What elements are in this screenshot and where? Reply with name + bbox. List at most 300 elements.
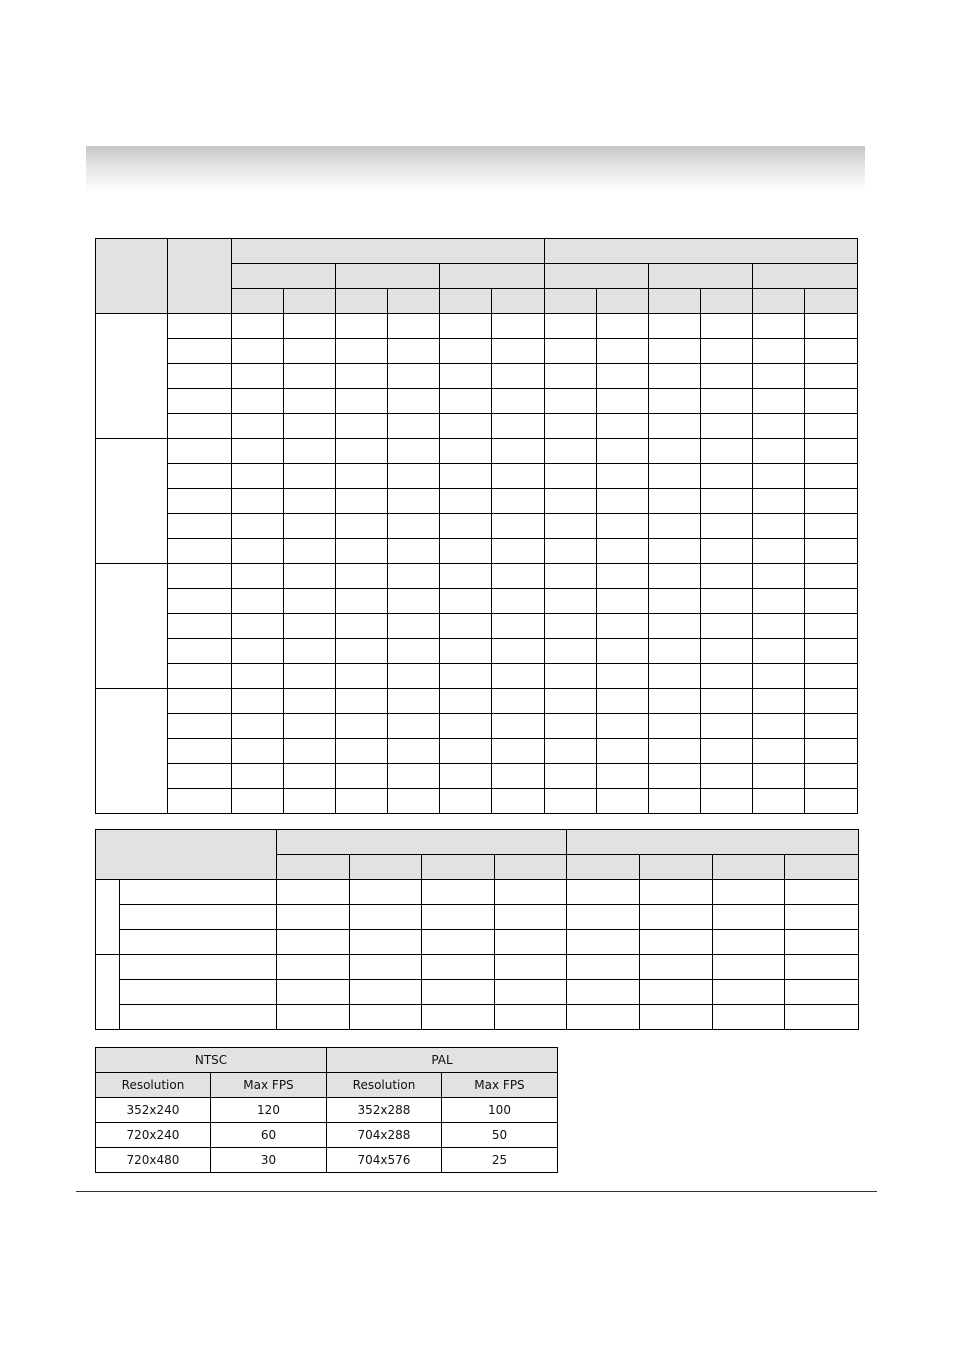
table-cell <box>336 664 388 689</box>
header-cell <box>597 289 649 314</box>
table-cell <box>649 314 701 339</box>
table-cell <box>701 414 753 439</box>
table-cell <box>388 639 440 664</box>
table-cell <box>492 414 545 439</box>
table-cell <box>649 614 701 639</box>
table-cell <box>120 905 277 930</box>
table-cell <box>713 930 785 955</box>
table-cell <box>597 739 649 764</box>
table-row <box>96 639 858 664</box>
table-cell <box>388 364 440 389</box>
table-cell <box>422 930 495 955</box>
group-cell <box>96 314 168 439</box>
table-cell <box>545 539 597 564</box>
table-cell <box>640 905 713 930</box>
header-cell <box>422 855 495 880</box>
table-cell <box>492 639 545 664</box>
pal-resolution-header: Resolution <box>327 1073 442 1098</box>
header-cell <box>785 855 859 880</box>
table-cell <box>168 414 232 439</box>
table-cell <box>545 589 597 614</box>
table-cell <box>388 539 440 564</box>
table-cell <box>277 905 350 930</box>
table-cell <box>388 714 440 739</box>
table-row <box>96 789 858 814</box>
table-row <box>96 489 858 514</box>
table-cell <box>701 764 753 789</box>
table-cell <box>701 539 753 564</box>
header-cell <box>96 239 168 314</box>
header-cell <box>350 855 422 880</box>
group-cell <box>96 564 168 689</box>
table-cell <box>232 364 284 389</box>
pal-resolution-cell: 704x576 <box>327 1148 442 1173</box>
table-cell <box>753 364 805 389</box>
table-cell <box>805 589 858 614</box>
table-cell <box>597 464 649 489</box>
table-cell <box>649 789 701 814</box>
table-cell <box>649 414 701 439</box>
header-cell <box>336 264 440 289</box>
header-cell <box>232 264 336 289</box>
table-cell <box>284 739 336 764</box>
header-cell <box>495 855 567 880</box>
table-cell <box>232 764 284 789</box>
table-cell <box>168 364 232 389</box>
table-cell <box>284 789 336 814</box>
table-cell <box>597 589 649 614</box>
table-cell <box>232 439 284 464</box>
pal-max-fps-header: Max FPS <box>442 1073 558 1098</box>
table-cell <box>277 955 350 980</box>
table-cell <box>168 614 232 639</box>
table-cell <box>492 664 545 689</box>
table-cell <box>284 764 336 789</box>
table-cell <box>422 880 495 905</box>
table-cell <box>597 564 649 589</box>
table-row <box>96 364 858 389</box>
table-cell <box>805 489 858 514</box>
table-cell <box>120 980 277 1005</box>
table-cell <box>284 464 336 489</box>
table-cell <box>545 389 597 414</box>
table-cell <box>753 314 805 339</box>
table-cell <box>284 339 336 364</box>
group-cell <box>96 689 168 814</box>
table-cell <box>492 614 545 639</box>
table-row <box>96 1148 558 1173</box>
table-cell <box>545 564 597 589</box>
table-cell <box>805 414 858 439</box>
table-cell <box>753 489 805 514</box>
table-cell <box>440 589 492 614</box>
table-cell <box>168 439 232 464</box>
table-cell <box>701 614 753 639</box>
group-cell <box>96 439 168 564</box>
table-cell <box>649 739 701 764</box>
table-cell <box>284 314 336 339</box>
table-cell <box>785 980 859 1005</box>
table-cell <box>388 689 440 714</box>
table-cell <box>545 414 597 439</box>
table-cell <box>336 414 388 439</box>
table-cell <box>232 789 284 814</box>
table-cell <box>701 689 753 714</box>
header-cell <box>232 239 545 264</box>
table-cell <box>168 514 232 539</box>
group-cell <box>96 955 120 1030</box>
table-cell <box>350 930 422 955</box>
table-cell <box>701 589 753 614</box>
settings-grid-table <box>95 829 859 1030</box>
table-cell <box>597 489 649 514</box>
ntsc-resolution-cell: 720x240 <box>96 1123 211 1148</box>
pal-fps-cell: 25 <box>442 1148 558 1173</box>
table-cell <box>440 439 492 464</box>
table-cell <box>284 639 336 664</box>
table-cell <box>492 439 545 464</box>
table-row <box>96 339 858 364</box>
table-cell <box>567 905 640 930</box>
table-cell <box>649 439 701 464</box>
table-cell <box>422 1005 495 1030</box>
table-cell <box>284 689 336 714</box>
table-cell <box>232 664 284 689</box>
footer-divider <box>76 1191 877 1192</box>
table-cell <box>649 639 701 664</box>
table-cell <box>713 1005 785 1030</box>
table-cell <box>701 389 753 414</box>
table-cell <box>649 489 701 514</box>
table-row <box>96 1005 859 1030</box>
table-cell <box>336 764 388 789</box>
table-cell <box>336 539 388 564</box>
table-cell <box>545 314 597 339</box>
table-cell <box>545 364 597 389</box>
table-row <box>96 880 859 905</box>
table-cell <box>597 664 649 689</box>
table-cell <box>440 364 492 389</box>
table-cell <box>649 514 701 539</box>
table-cell <box>805 389 858 414</box>
table-cell <box>597 514 649 539</box>
table-row <box>96 980 859 1005</box>
table-cell <box>753 589 805 614</box>
table-cell <box>336 314 388 339</box>
recording-grid-table <box>95 238 858 814</box>
table-cell <box>120 1005 277 1030</box>
table-cell <box>785 955 859 980</box>
table-cell <box>336 439 388 464</box>
table-cell <box>492 589 545 614</box>
section-header-band <box>86 146 865 192</box>
table-cell <box>701 439 753 464</box>
table-cell <box>753 789 805 814</box>
table-cell <box>805 789 858 814</box>
table-cell <box>168 664 232 689</box>
table-cell <box>440 714 492 739</box>
table-cell <box>649 589 701 614</box>
table-cell <box>277 930 350 955</box>
table-cell <box>120 930 277 955</box>
ntsc-resolution-cell: 720x480 <box>96 1148 211 1173</box>
ntsc-resolution-cell: 352x240 <box>96 1098 211 1123</box>
table-cell <box>701 464 753 489</box>
header-cell <box>567 830 859 855</box>
table-cell <box>168 489 232 514</box>
table-cell <box>545 339 597 364</box>
table-cell <box>753 614 805 639</box>
table-cell <box>232 639 284 664</box>
header-cell <box>284 289 336 314</box>
table-cell <box>440 339 492 364</box>
table-cell <box>277 1005 350 1030</box>
header-cell <box>805 289 858 314</box>
table-cell <box>753 689 805 714</box>
table-cell <box>440 639 492 664</box>
table-cell <box>753 514 805 539</box>
table-cell <box>388 514 440 539</box>
table-cell <box>440 664 492 689</box>
header-cell <box>492 289 545 314</box>
header-cell <box>388 289 440 314</box>
table-cell <box>168 314 232 339</box>
table-cell <box>336 789 388 814</box>
table-cell <box>640 1005 713 1030</box>
table-cell <box>753 739 805 764</box>
table-cell <box>492 489 545 514</box>
table-cell <box>545 764 597 789</box>
group-cell <box>96 880 120 955</box>
header-cell <box>567 855 640 880</box>
table-cell <box>805 564 858 589</box>
table-cell <box>232 739 284 764</box>
header-cell <box>753 289 805 314</box>
pal-fps-cell: 100 <box>442 1098 558 1123</box>
table-cell <box>440 389 492 414</box>
table-cell <box>713 880 785 905</box>
table-cell <box>545 739 597 764</box>
table-cell <box>597 314 649 339</box>
table-cell <box>277 880 350 905</box>
header-cell <box>277 830 567 855</box>
table-cell <box>649 564 701 589</box>
table-cell <box>753 464 805 489</box>
table-cell <box>168 564 232 589</box>
table-cell <box>336 589 388 614</box>
table-cell <box>753 414 805 439</box>
table-cell <box>649 389 701 414</box>
table-cell <box>440 564 492 589</box>
table-cell <box>492 714 545 739</box>
table-cell <box>232 714 284 739</box>
header-cell <box>640 855 713 880</box>
table-cell <box>597 689 649 714</box>
table-cell <box>284 714 336 739</box>
header-cell <box>649 289 701 314</box>
table-cell <box>168 764 232 789</box>
table-cell <box>492 339 545 364</box>
table-cell <box>492 564 545 589</box>
table-cell <box>388 664 440 689</box>
ntsc-fps-cell: 120 <box>211 1098 327 1123</box>
table-cell <box>701 714 753 739</box>
pal-header: PAL <box>327 1048 558 1073</box>
table-cell <box>545 464 597 489</box>
table-cell <box>701 639 753 664</box>
table-cell <box>649 664 701 689</box>
table-cell <box>785 880 859 905</box>
header-cell <box>168 239 232 314</box>
table-cell <box>701 514 753 539</box>
table-cell <box>232 589 284 614</box>
header-cell <box>232 289 284 314</box>
table-cell <box>388 414 440 439</box>
table-cell <box>336 339 388 364</box>
table-row <box>96 1123 558 1148</box>
table-cell <box>284 439 336 464</box>
table-cell <box>232 314 284 339</box>
table-cell <box>495 980 567 1005</box>
table-cell <box>388 464 440 489</box>
table-cell <box>805 764 858 789</box>
table-cell <box>388 589 440 614</box>
table-cell <box>422 955 495 980</box>
fps-table-column-header <box>96 1073 558 1098</box>
table-cell <box>440 689 492 714</box>
table-cell <box>649 714 701 739</box>
table-cell <box>492 464 545 489</box>
table-cell <box>336 639 388 664</box>
table-cell <box>649 689 701 714</box>
table-cell <box>597 539 649 564</box>
table-cell <box>753 639 805 664</box>
table-cell <box>495 905 567 930</box>
table-cell <box>388 789 440 814</box>
table-cell <box>567 1005 640 1030</box>
table-row <box>96 955 859 980</box>
table-cell <box>597 389 649 414</box>
table-row <box>96 389 858 414</box>
table-row <box>96 1098 558 1123</box>
table-row <box>96 514 858 539</box>
table-cell <box>284 664 336 689</box>
header-cell <box>96 830 277 880</box>
table-cell <box>701 339 753 364</box>
table-cell <box>492 764 545 789</box>
table-cell <box>597 439 649 464</box>
ntsc-header: NTSC <box>96 1048 327 1073</box>
ntsc-fps-cell: 60 <box>211 1123 327 1148</box>
table-cell <box>336 564 388 589</box>
table-cell <box>440 739 492 764</box>
table-cell <box>492 514 545 539</box>
table-cell <box>232 564 284 589</box>
header-cell <box>336 289 388 314</box>
table-cell <box>753 714 805 739</box>
table-cell <box>640 880 713 905</box>
table-cell <box>567 955 640 980</box>
table-cell <box>168 714 232 739</box>
table-cell <box>336 464 388 489</box>
table-cell <box>805 714 858 739</box>
table-cell <box>649 339 701 364</box>
table-cell <box>545 689 597 714</box>
table-cell <box>284 364 336 389</box>
table-cell <box>350 880 422 905</box>
table-cell <box>753 389 805 414</box>
table-cell <box>350 955 422 980</box>
table-cell <box>336 514 388 539</box>
table-cell <box>232 464 284 489</box>
table-cell <box>567 880 640 905</box>
table-cell <box>168 589 232 614</box>
table-cell <box>492 739 545 764</box>
header-cell <box>753 264 858 289</box>
table-cell <box>545 789 597 814</box>
grid-header-row <box>96 239 858 264</box>
pal-fps-cell: 50 <box>442 1123 558 1148</box>
table-cell <box>701 564 753 589</box>
ntsc-max-fps-header: Max FPS <box>211 1073 327 1098</box>
table-cell <box>284 414 336 439</box>
table-cell <box>232 689 284 714</box>
table-cell <box>649 764 701 789</box>
header-cell <box>440 289 492 314</box>
table-cell <box>388 614 440 639</box>
table-cell <box>495 880 567 905</box>
table-cell <box>805 614 858 639</box>
table-cell <box>232 389 284 414</box>
table-cell <box>495 930 567 955</box>
table-cell <box>440 514 492 539</box>
pal-resolution-cell: 352x288 <box>327 1098 442 1123</box>
table-cell <box>440 414 492 439</box>
table-cell <box>168 739 232 764</box>
table-row <box>96 589 858 614</box>
table-cell <box>350 905 422 930</box>
table-cell <box>284 589 336 614</box>
table-cell <box>597 614 649 639</box>
table-cell <box>388 339 440 364</box>
table-row <box>96 414 858 439</box>
header-cell <box>713 855 785 880</box>
table-cell <box>422 980 495 1005</box>
table-cell <box>805 689 858 714</box>
table-cell <box>336 739 388 764</box>
table-cell <box>785 1005 859 1030</box>
table-cell <box>597 639 649 664</box>
table-cell <box>597 414 649 439</box>
table-cell <box>545 639 597 664</box>
table-row <box>96 930 859 955</box>
table-cell <box>440 764 492 789</box>
table-cell <box>701 364 753 389</box>
header-cell <box>277 855 350 880</box>
table-cell <box>713 955 785 980</box>
table-row <box>96 764 858 789</box>
table-cell <box>545 489 597 514</box>
table-row <box>96 564 858 589</box>
table-cell <box>388 314 440 339</box>
table-cell <box>336 489 388 514</box>
table-cell <box>388 439 440 464</box>
resolution-fps-table <box>95 1047 558 1173</box>
table-cell <box>805 739 858 764</box>
table-cell <box>753 439 805 464</box>
table-cell <box>232 414 284 439</box>
header-cell <box>545 289 597 314</box>
